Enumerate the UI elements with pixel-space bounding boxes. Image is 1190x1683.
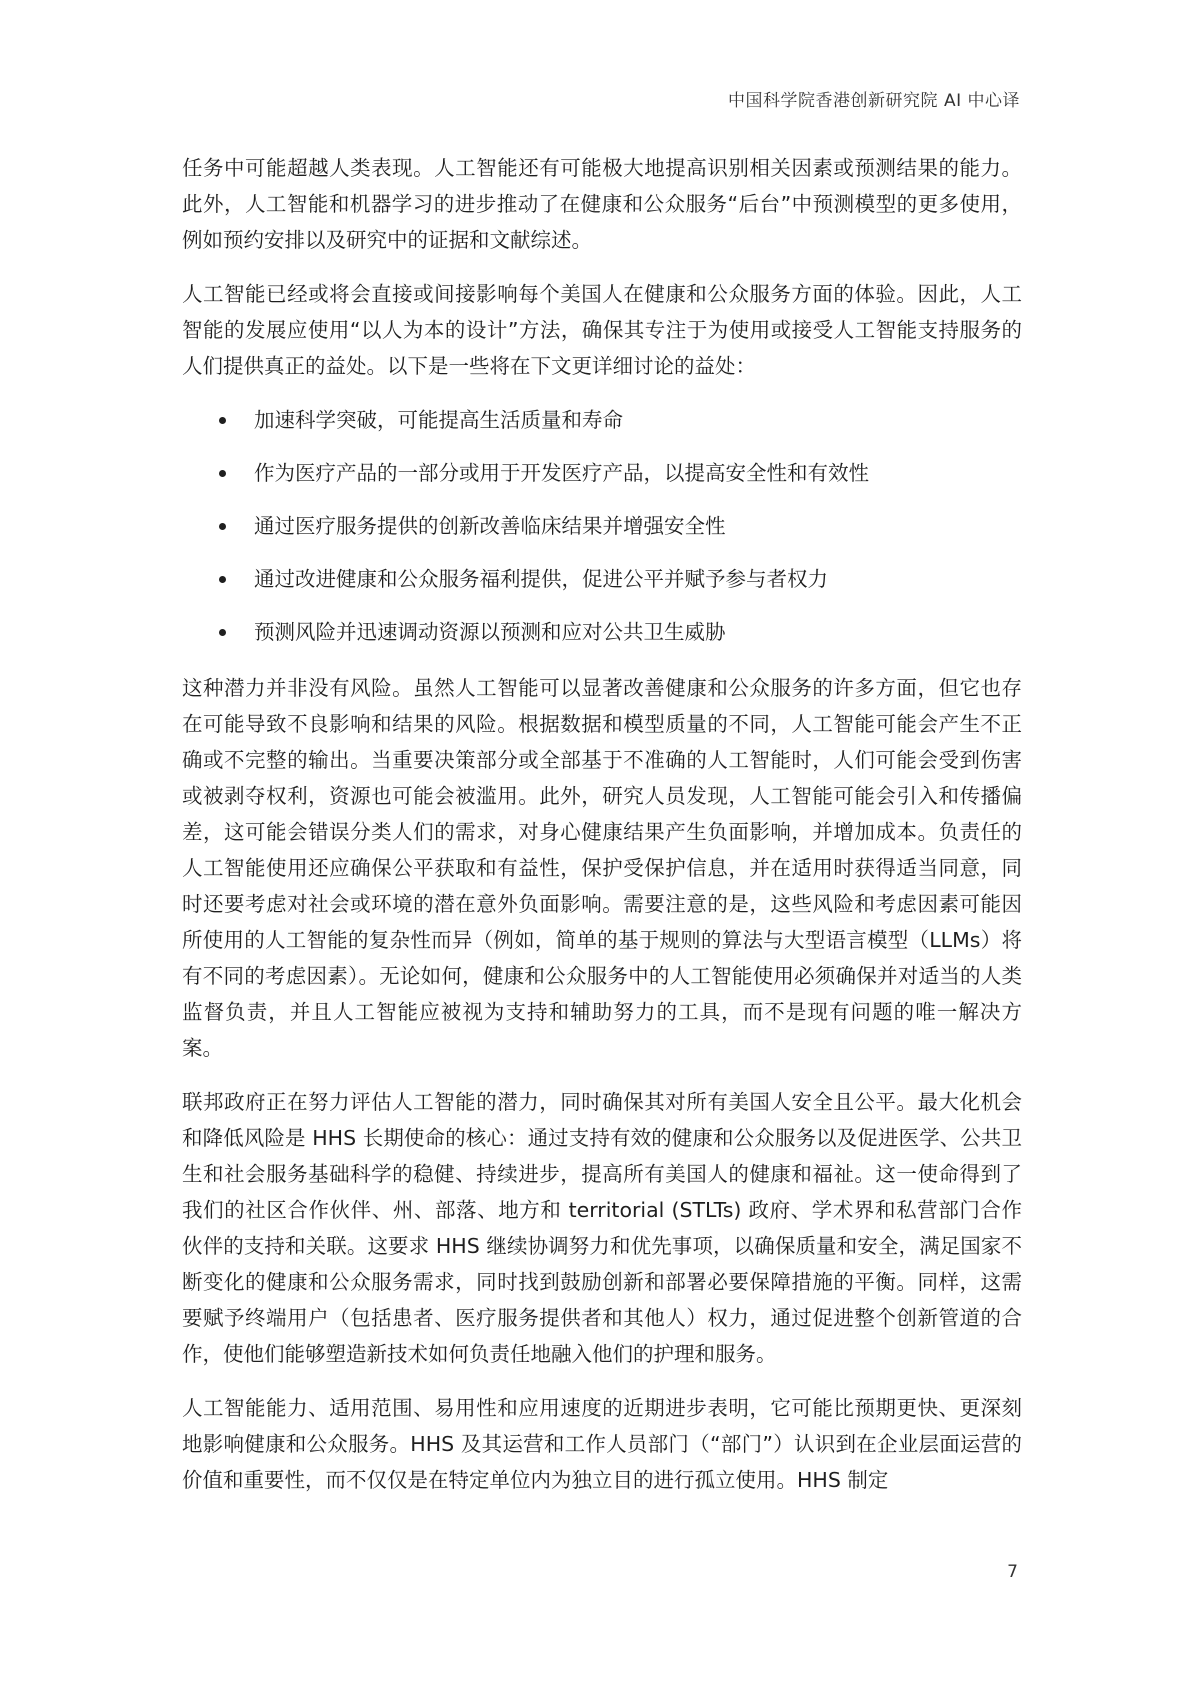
paragraph: 这种潜力并非没有风险。虽然人工智能可以显著改善健康和公众服务的许多方面，但它也存在可能导致不良影响和结果的风险。根据数据和模型质量的不同，人工智能可能会产生不正确或不完整的输出。当重要决策部分或全部基于不准确的人工智能时，人们可能会受到伤害或被剥夺权利，资源也可能会被滥用。此外，研究人员发现，人工智能可能会引入和传播偏差，这可能会错误分类人们的需求，对身心健康结果产生负面影响，并增加成本。负责任的人工智能使用还应确保公平获取和有益性，保护受保护信息，并在适用时获得适当同意，同时还要考虑对社会或环境的潜在意外负面影响。需要注意的是，这些风险和考虑因素可能因所使用的人工智能的复杂性而异（例如，简单的基于规则的算法与大型语言模型（LLMs）将有不同的考虑因素）。无论如何，健康和公众服务中的人工智能使用必须确保并对适当的人类监督负责，并且人工智能应被视为支持和辅助努力的工具，而不是现有问题的唯一解决方案。	[182, 676, 1022, 1060]
list-item-text: 加速科学突破，可能提高生活质量和寿命	[254, 408, 623, 432]
paragraph: 人工智能能力、适用范围、易用性和应用速度的近期进步表明，它可能比预期更快、更深刻地影响健康和公众服务。HHS 及其运营和工作人员部门（“部门”）认识到在企业层面运营的价值和重要性，而不仅仅是在特定单位内为独立目的进行孤立使用。HHS 制定	[182, 1396, 1022, 1492]
paragraph: 联邦政府正在努力评估人工智能的潜力，同时确保其对所有美国人安全且公平。最大化机会和降低风险是 HHS 长期使命的核心：通过支持有效的健康和公众服务以及促进医学、公共卫生和社会服务基础科学的稳健、持续进步，提高所有美国人的健康和福祉。这一使命得到了我们的社区合作伙伴、州、部落、地方和 territorial (STLTs) 政府、学术界和私营部门合作伙伴的支持和关联。这要求 HHS 继续协调努力和优先事项，以确保质量和安全，满足国家不断变化的健康和公众服务需求，同时找到鼓励创新和部署必要保障措施的平衡。同样，这需要赋予终端用户（包括患者、医疗服务提供者和其他人）权力，通过促进整个创新管道的合作，使他们能够塑造新技术如何负责任地融入他们的护理和服务。	[182, 1090, 1022, 1366]
list-item-text: 通过改进健康和公众服务福利提供，促进公平并赋予参与者权力	[254, 567, 828, 591]
list-item-text: 作为医疗产品的一部分或用于开发医疗产品，以提高安全性和有效性	[254, 461, 869, 485]
bullet-icon	[219, 470, 226, 477]
paragraph: 人工智能已经或将会直接或间接影响每个美国人在健康和公众服务方面的体验。因此，人工智能的发展应使用“以人为本的设计”方法，确保其专注于为使用或接受人工智能支持服务的人们提供真正的益处。以下是一些将在下文更详细讨论的益处：	[182, 282, 1022, 378]
paragraph: 任务中可能超越人类表现。人工智能还有可能极大地提高识别相关因素或预测结果的能力。此外，人工智能和机器学习的进步推动了在健康和公众服务“后台”中预测模型的更多使用，例如预约安排以及研究中的证据和文献综述。	[182, 156, 1022, 252]
bullet-icon	[219, 523, 226, 530]
list-item	[182, 614, 1022, 650]
list-item	[182, 508, 1022, 544]
bullet-icon	[219, 417, 226, 424]
list-item	[182, 402, 1022, 438]
list-item	[182, 561, 1022, 597]
list-item-text: 预测风险并迅速调动资源以预测和应对公共卫生威胁	[254, 620, 726, 644]
page-header: 中国科学院香港创新研究院 AI 中心译	[728, 91, 1020, 111]
list-item-text: 通过医疗服务提供的创新改善临床结果并增强安全性	[254, 514, 726, 538]
bullet-icon	[219, 629, 226, 636]
benefit-list	[182, 402, 1022, 650]
page-number: 7	[1007, 1562, 1018, 1582]
list-item	[182, 455, 1022, 491]
document-body	[182, 150, 1022, 1516]
bullet-icon	[219, 576, 226, 583]
